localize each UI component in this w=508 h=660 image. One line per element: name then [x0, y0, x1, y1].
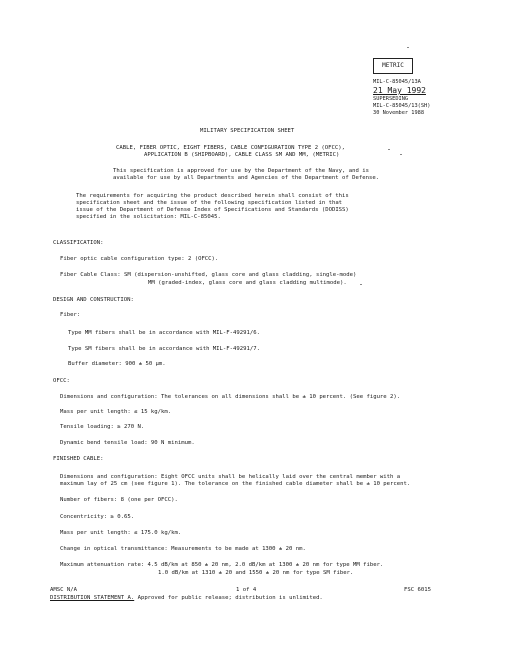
config-type: Fiber optic cable configuration type: 2 (OFCC). [60, 256, 219, 262]
finished-dim-2: maximum lay of 25 cm (see figure 1). The tolerance on the finished cable diameter shall be ± 10 percent. [60, 481, 411, 487]
title-line-2: APPLICATION B (SHIPBOARD), CABLE CLASS SM AND MM, (METRIC) [144, 152, 340, 158]
intro-line-3: The requirements for acquiring the product described herein shall consist of this [76, 193, 349, 199]
attenuation-line-2: 1.0 dB/km at 1310 ± 20 and 1550 ± 20 nm for type SM fiber. [158, 570, 354, 576]
intro-line-5: issue of the Department of Defense Index of Specifications and Standards (DODISS) [76, 207, 349, 213]
finished-dim-1: Dimensions and configuration: Eight OFCC units shall be helically laid over the central member with a [60, 474, 401, 480]
amsc-label: AMSC N/A [50, 587, 77, 593]
ofcc-mass: Mass per unit length: ≤ 15 kg/km. [60, 409, 172, 415]
page-number: 1 of 4 [236, 587, 257, 593]
metric-label: METRIC [382, 62, 404, 69]
intro-line-4: specification sheet and the issue of the following specification listed in that [76, 200, 343, 206]
superseding-label: SUPERSEDING [373, 96, 409, 102]
ofcc-heading: OFCC: [53, 378, 70, 384]
fsc-code: FSC 6015 [404, 587, 431, 593]
buffer-diameter: Buffer diameter: 900 ± 50 µm. [68, 361, 166, 367]
superseded-number: MIL-C-85045/13(SH) [373, 103, 431, 109]
fiber-heading: Fiber: [60, 312, 81, 318]
scan-speck [388, 149, 390, 150]
doc-date: 21 May 1992 [373, 86, 426, 95]
intro-line-2: available for use by all Departments and Agencies of the Department of Defense. [113, 175, 380, 181]
distribution-label: DISTRIBUTION STATEMENT A. [50, 595, 135, 601]
finished-mass: Mass per unit length: ≤ 175.0 kg/km. [60, 530, 182, 536]
doc-number: MIL-C-85045/13A [373, 79, 421, 85]
title-line-1: CABLE, FIBER OPTIC, EIGHT FIBERS, CABLE CONFIGURATION TYPE 2 (OFCC), [116, 145, 346, 151]
finished-concentricity: Concentricity: ≥ 0.65. [60, 514, 135, 520]
distribution-statement [50, 595, 323, 602]
ofcc-dimensions: Dimensions and configuration: The tolerances on all dimensions shall be ± 10 percent. (See figure 2). [60, 394, 401, 400]
ofcc-tensile: Tensile loading: ≥ 270 N. [60, 424, 145, 430]
classification-heading: CLASSIFICATION: [53, 240, 104, 246]
design-heading: DESIGN AND CONSTRUCTION: [53, 297, 134, 303]
fiber-sm: Type SM fibers shall be in accordance with MIL-F-49291/7. [68, 346, 260, 352]
intro-line-1: This specification is approved for use by the Department of the Navy, and is [113, 168, 369, 174]
ofcc-bend: Dynamic bend tensile load: 90 N minimum. [60, 440, 195, 446]
finished-fibers: Number of fibers: 8 (one per OFCC). [60, 497, 178, 503]
distribution-text: Approved for public release; distribution is unlimited. [137, 595, 323, 601]
cable-class-line-1: Fiber Cable Class: SM (dispersion-unshifted, glass core and glass cladding, single-mode) [60, 272, 357, 278]
superseded-date: 30 November 1988 [373, 110, 425, 116]
finished-transmittance: Change in optical transmittance: Measurements to be made at 1300 ± 20 nm. [60, 546, 306, 552]
fiber-mm: Type MM fibers shall be in accordance with MIL-F-49291/6. [68, 330, 260, 336]
cable-class-line-2: MM (graded-index, glass core and glass cladding multimode). [148, 280, 347, 286]
finished-heading: FINISHED CABLE: [53, 456, 104, 462]
attenuation-line-1: Maximum attenuation rate: 4.5 dB/km at 850 ± 20 nm, 2.0 dB/km at 1300 ± 20 nm for type MM fiber. [60, 562, 384, 568]
scan-speck [360, 284, 362, 285]
metric-box [373, 58, 413, 74]
intro-line-6: specified in the solicitation: MIL-C-85045. [76, 214, 221, 220]
scan-speck [407, 47, 409, 48]
sheet-title: MILITARY SPECIFICATION SHEET [200, 128, 295, 134]
scan-speck [400, 154, 402, 155]
